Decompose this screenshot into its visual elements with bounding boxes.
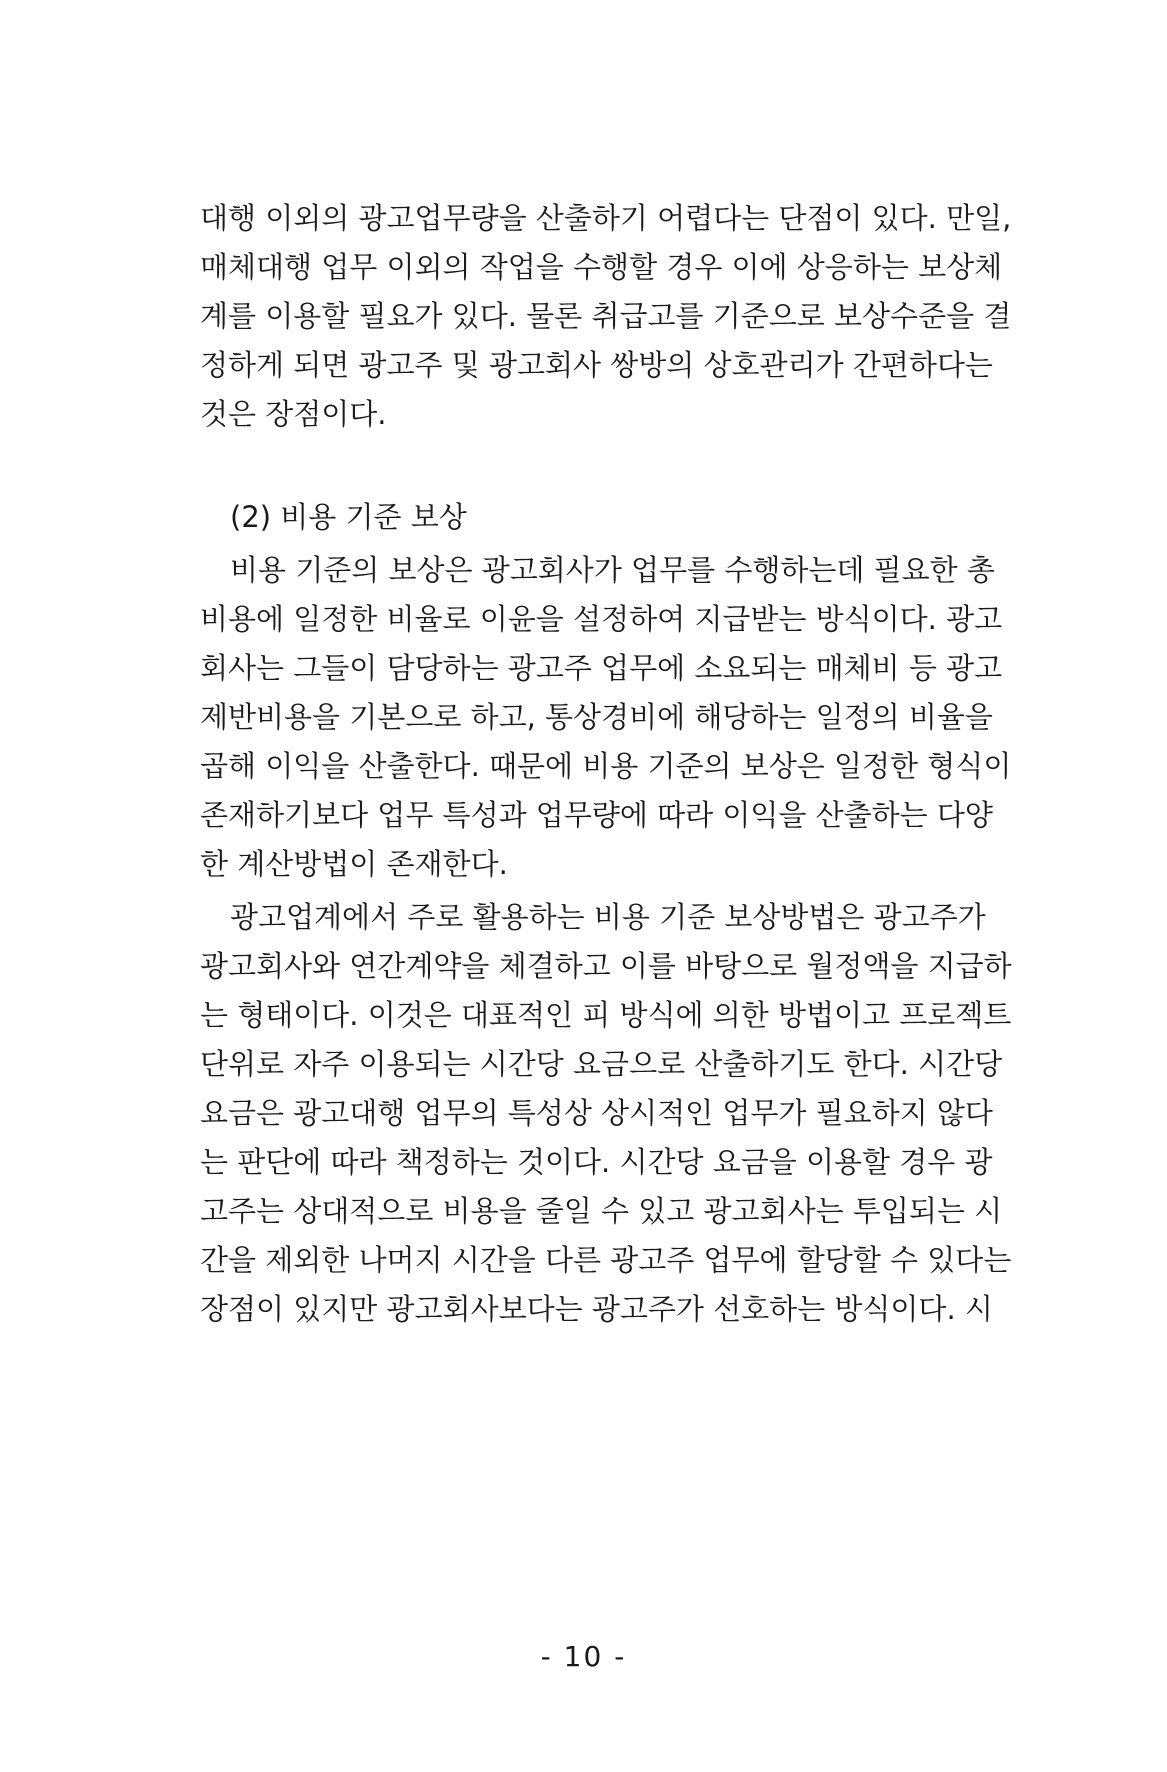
page-number: - 10 -: [540, 1640, 627, 1673]
text-line: 회사는 그들이 담당하는 광고주 업무에 소요되는 매체비 등 광고: [200, 651, 1003, 685]
text-line: 계를 이용할 필요가 있다. 물론 취급고를 기준으로 보상수준을 결: [200, 299, 1012, 333]
text-line: 비용 기준의 보상은 광고회사가 업무를 수행하는데 필요한 총: [230, 553, 995, 587]
text-line: 광고회사와 연간계약을 체결하고 이를 바탕으로 월정액을 지급하: [200, 949, 1012, 983]
section-heading: (2) 비용 기준 보상: [230, 500, 467, 534]
text-line: 정하게 되면 광고주 및 광고회사 쌍방의 상호관리가 간편하다는: [200, 348, 993, 382]
text-line: 간을 제외한 나머지 시간을 다른 광고주 업무에 할당할 수 있다는: [200, 1243, 1012, 1277]
text-line: 제반비용을 기본으로 하고, 통상경비에 해당하는 일정의 비율을: [200, 700, 993, 734]
text-line: 장점이 있지만 광고회사보다는 광고주가 선호하는 방식이다. 시: [200, 1292, 993, 1326]
text-line: 비용에 일정한 비율로 이윤을 설정하여 지급받는 방식이다. 광고: [200, 602, 1003, 636]
text-line: 단위로 자주 이용되는 시간당 요금으로 산출하기도 한다. 시간당: [200, 1047, 1003, 1081]
text-line: 곱해 이익을 산출한다. 때문에 비용 기준의 보상은 일정한 형식이: [200, 749, 1012, 783]
text-line: 것은 장점이다.: [200, 397, 387, 431]
text-line: 는 판단에 따라 책정하는 것이다. 시간당 요금을 이용할 경우 광: [200, 1145, 993, 1179]
text-line: 한 계산방법이 존재한다.: [200, 847, 508, 881]
text-line: 고주는 상대적으로 비용을 줄일 수 있고 광고회사는 투입되는 시: [200, 1194, 1003, 1228]
text-line: 는 형태이다. 이것은 대표적인 피 방식에 의한 방법이고 프로젝트: [200, 998, 1012, 1032]
text-line: 요금은 광고대행 업무의 특성상 상시적인 업무가 필요하지 않다: [200, 1096, 993, 1130]
text-line: 광고업계에서 주로 활용하는 비용 기준 보상방법은 광고주가: [230, 900, 986, 934]
text-line: 대행 이외의 광고업무량을 산출하기 어렵다는 단점이 있다. 만일,: [200, 201, 1012, 235]
text-line: 존재하기보다 업무 특성과 업무량에 따라 이익을 산출하는 다양: [200, 798, 993, 832]
text-line: 매체대행 업무 이외의 작업을 수행할 경우 이에 상응하는 보상체: [200, 250, 1003, 284]
